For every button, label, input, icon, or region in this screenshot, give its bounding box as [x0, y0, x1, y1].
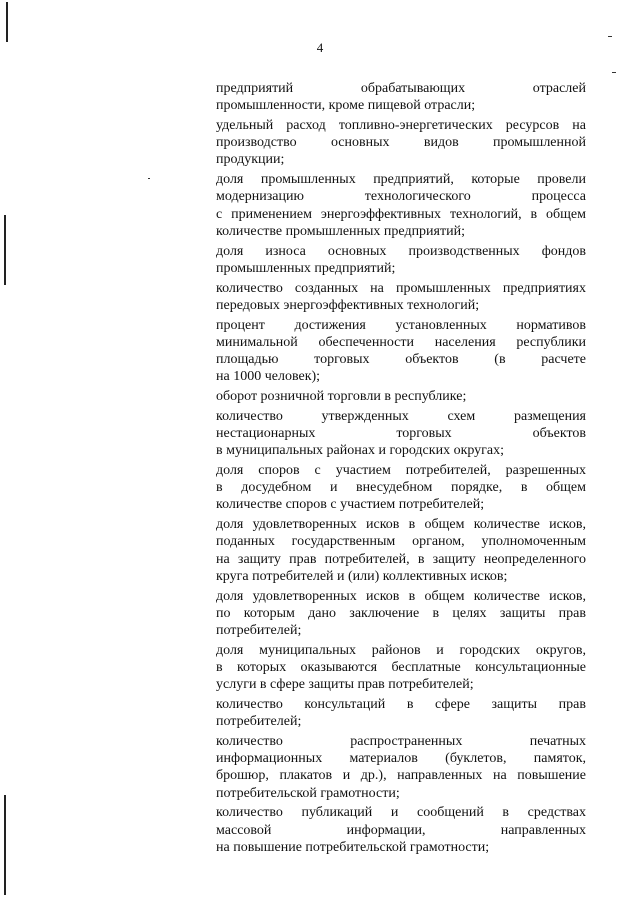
indicator-line: доля удовлетворенных исков в общем количестве исков,	[216, 588, 586, 604]
indicator-item	[216, 171, 586, 240]
indicator-line: промышленных предприятий;	[216, 260, 396, 276]
indicator-line: площадью торговых объектов (в расчете	[216, 352, 586, 368]
indicator-line: производство основных видов промышленной	[216, 135, 586, 151]
indicator-line: количество публикаций и сообщений в средствах	[216, 805, 586, 821]
indicator-line: продукции;	[216, 152, 285, 168]
indicator-line: на повышение потребительской грамотности;	[216, 839, 490, 855]
indicator-item	[216, 317, 586, 386]
indicator-item	[216, 388, 586, 405]
indicator-line: брошюр, плакатов и др.), направленных на повышение	[216, 768, 586, 784]
indicator-item	[216, 243, 586, 277]
indicator-line: процент достижения установленных нормативов	[216, 317, 586, 333]
indicator-line: количество распространенных печатных	[216, 734, 586, 750]
indicator-line: потребителей;	[216, 623, 302, 639]
indicator-line: на защиту прав потребителей, в защиту неопределенного	[216, 551, 586, 567]
scan-speck	[608, 36, 612, 37]
indicator-line: информационных материалов (буклетов, памяток,	[216, 751, 586, 767]
indicator-line: массовой информации, направленных	[216, 822, 586, 838]
scan-edge-mark-left	[4, 215, 6, 285]
indicator-item	[216, 588, 586, 640]
indicator-item	[216, 408, 586, 460]
scan-speck	[612, 72, 616, 73]
indicator-line: оборот розничной торговли в республике;	[216, 389, 467, 405]
indicator-item	[216, 642, 586, 694]
scan-edge-mark-top	[6, 2, 8, 42]
indicator-line: круга потребителей и (или) коллективных исков;	[216, 568, 508, 584]
indicator-line: доля муниципальных районов и городских округов,	[216, 642, 586, 658]
indicator-item	[216, 516, 586, 585]
indicator-line: доля промышленных предприятий, которые провели	[216, 172, 586, 188]
indicator-line: в которых оказываются бесплатные консультационные	[216, 660, 586, 676]
indicator-item	[216, 280, 586, 314]
indicator-line: доля споров с участием потребителей, разрешенных	[216, 463, 586, 479]
page-number: 4	[316, 40, 324, 55]
indicator-line: передовых энергоэффективных технологий;	[216, 297, 480, 313]
indicator-line: поданных государственным органом, уполномоченным	[216, 534, 586, 550]
indicator-item	[216, 733, 586, 802]
scan-speck	[148, 178, 150, 179]
indicator-item	[216, 696, 586, 730]
indicator-line: в досудебном и внесудебном порядке, в общем	[216, 480, 586, 496]
scan-edge-mark-bottom	[4, 795, 6, 895]
indicator-line: предприятий обрабатывающих отраслей	[216, 81, 586, 96]
indicator-line: в муниципальных районах и городских округах;	[216, 443, 505, 459]
indicator-line: минимальной обеспеченности населения республики	[216, 334, 586, 350]
indicator-line: количество консультаций в сфере защиты прав	[216, 697, 586, 713]
indicator-line: доля износа основных производственных фондов	[216, 243, 586, 259]
indicator-item	[216, 462, 586, 514]
indicator-line: потребительской грамотности;	[216, 785, 400, 801]
indicator-line: количестве споров с участием потребителей;	[216, 497, 485, 513]
indicator-line: доля удовлетворенных исков в общем количестве исков,	[216, 517, 586, 533]
indicator-line: промышленности, кроме пищевой отрасли;	[216, 98, 476, 114]
indicator-item	[216, 117, 586, 169]
indicator-line: количество утвержденных схем размещения	[216, 408, 586, 424]
indicator-line: услуги в сфере защиты прав потребителей;	[216, 677, 474, 693]
indicator-line: нестационарных торговых объектов	[216, 426, 586, 442]
indicator-line: количество созданных на промышленных предприятиях	[216, 280, 586, 296]
indicator-line: модернизацию технологического процесса	[216, 189, 586, 205]
indicator-line: по которым дано заключение в целях защиты прав	[216, 605, 586, 621]
indicator-line: потребителей;	[216, 714, 302, 730]
indicator-line: удельный расход топливно-энергетических ресурсов на	[216, 118, 586, 133]
indicator-item	[216, 804, 586, 856]
indicator-item	[216, 80, 586, 114]
indicator-line: количестве промышленных предприятий;	[216, 223, 465, 239]
indicator-line: с применением энергоэффективных технологий, в общем	[216, 206, 586, 222]
indicator-line: на 1000 человек);	[216, 369, 321, 385]
indicator-list	[216, 80, 586, 859]
